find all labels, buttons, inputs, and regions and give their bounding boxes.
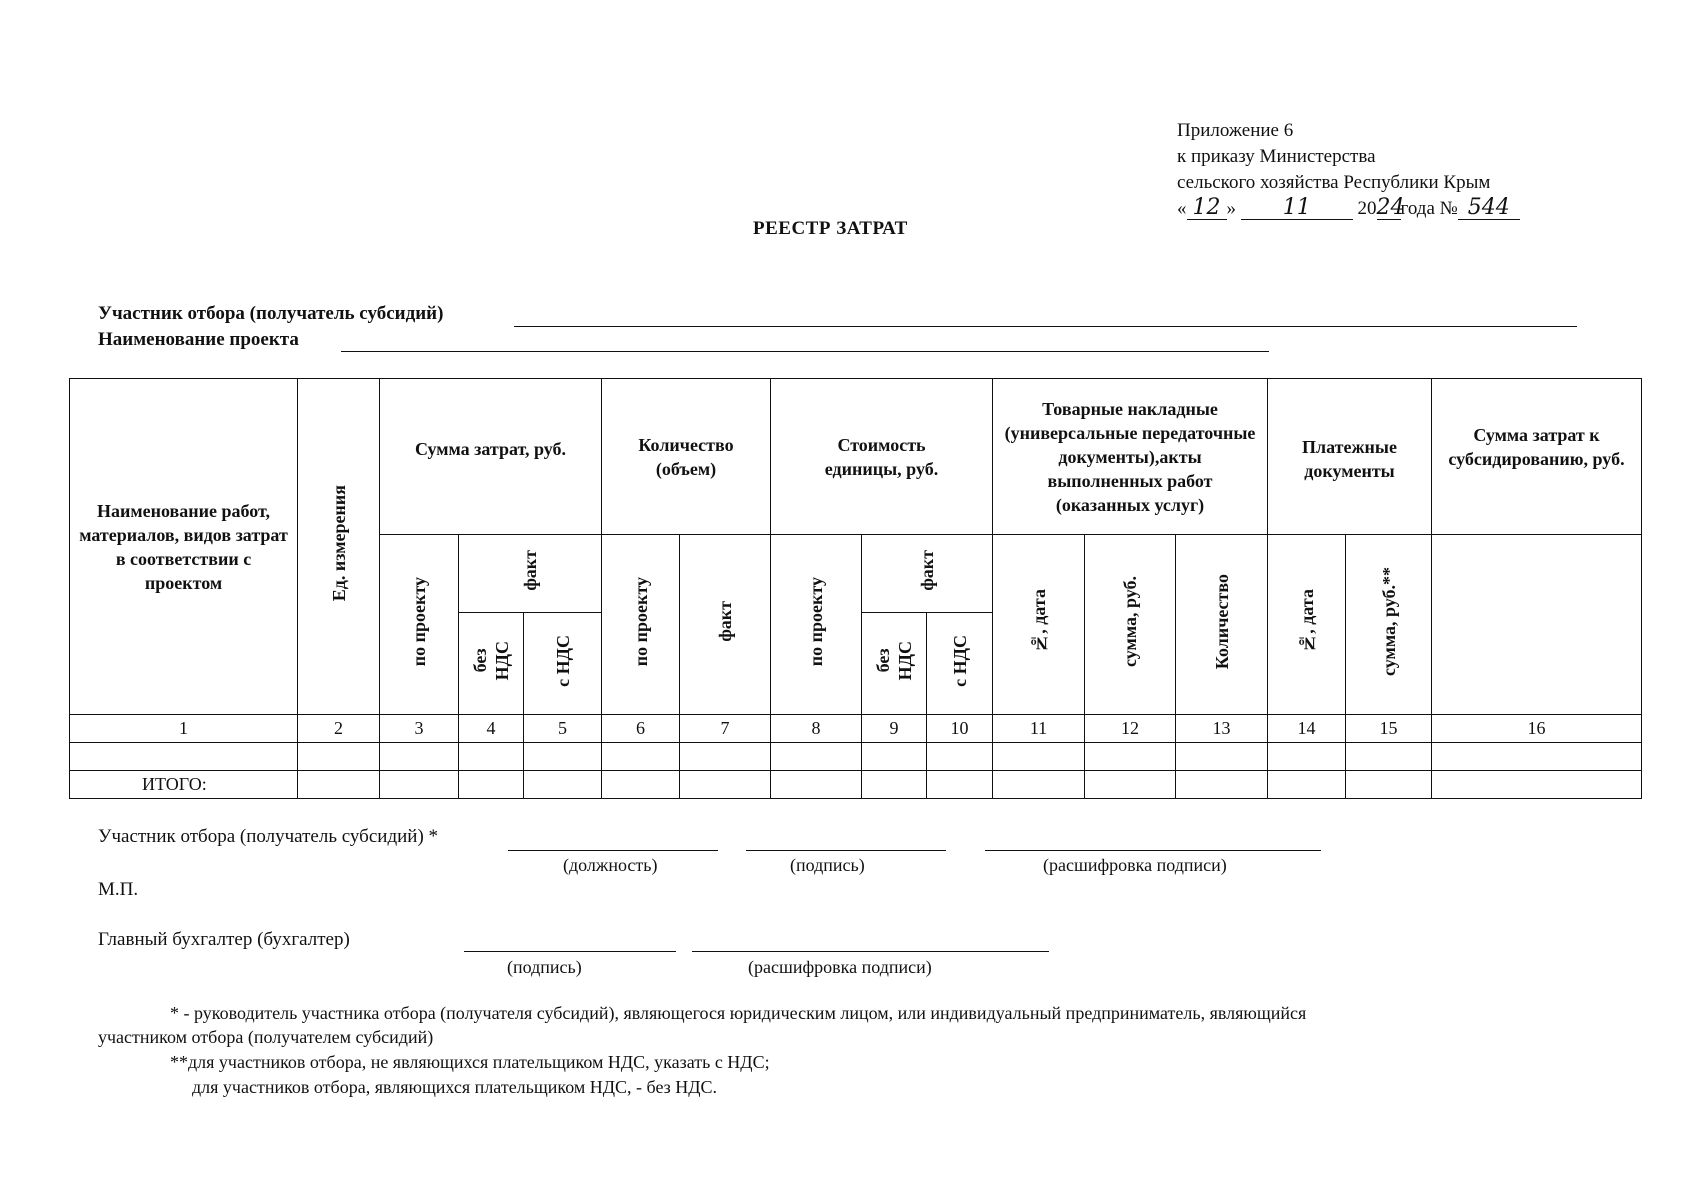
invoice-quantity: Количество [1176, 535, 1268, 715]
position-line[interactable] [508, 850, 718, 851]
col-num: 7 [680, 715, 771, 743]
table-cell[interactable] [298, 743, 380, 771]
table-cell[interactable] [1432, 743, 1642, 771]
sum-by-project: по проекту [380, 535, 459, 715]
col-num: 10 [927, 715, 993, 743]
accountant-signature-caption: (подпись) [507, 957, 582, 977]
table-cell[interactable] [993, 743, 1085, 771]
col-num: 15 [1346, 715, 1432, 743]
footnote-1: * - руководитель участника отбора (получателя субсидий), являющегося юридическим лицом, или индивидуальный предприниматель, являющийся [170, 1003, 1307, 1023]
table-cell[interactable] [1085, 771, 1176, 799]
table-cell[interactable] [862, 743, 927, 771]
col-num: 2 [298, 715, 380, 743]
appendix-date-line: « 12 » 11 2024года № 544 [1177, 196, 1520, 222]
header-quantity: Количество (объем) [602, 379, 771, 535]
participant-signature-label: Участник отбора (получатель субсидий) * [98, 826, 439, 847]
table-cell[interactable] [993, 771, 1085, 799]
invoice-no-date: №, дата [993, 535, 1085, 715]
decoding-caption: (расшифровка подписи) [1043, 855, 1227, 875]
total-label: ИТОГО: [70, 771, 298, 799]
sum-fact: факт [459, 535, 602, 613]
participant-field-line[interactable] [514, 326, 1577, 327]
accountant-decoding-line[interactable] [692, 951, 1049, 952]
table-cell[interactable] [680, 743, 771, 771]
table-cell[interactable] [1268, 743, 1346, 771]
project-field-line[interactable] [341, 351, 1269, 352]
project-label: Наименование проекта [98, 329, 299, 350]
col-num: 11 [993, 715, 1085, 743]
header-unit-cost: Стоимость единицы, руб. [771, 379, 993, 535]
document-title: РЕЕСТР ЗАТРАТ [753, 218, 908, 239]
cost-by-project: по проекту [771, 535, 862, 715]
footnote-2: **для участников отбора, не являющихся плательщиком НДС, указать с НДС; [170, 1052, 770, 1072]
registry-table [69, 378, 1642, 799]
col-num: 1 [70, 715, 298, 743]
col-num: 16 [1432, 715, 1642, 743]
header-sum: Сумма затрат, руб. [380, 379, 602, 535]
cost-fact-no-vat: без НДС [862, 613, 927, 715]
table-cell[interactable] [70, 743, 298, 771]
payment-sum: сумма, руб.** [1346, 535, 1432, 715]
position-caption: (должность) [563, 855, 658, 875]
table-cell[interactable] [1346, 771, 1432, 799]
appendix-month: 11 [1241, 197, 1353, 220]
appendix-line-3: сельского хозяйства Республики Крым [1177, 172, 1491, 193]
col-num: 13 [1176, 715, 1268, 743]
header-invoices: Товарные накладные (универсальные передаточные документы),акты выполненных работ (оказанных услуг) [993, 379, 1268, 535]
table-cell[interactable] [1346, 743, 1432, 771]
table-cell[interactable] [771, 771, 862, 799]
cost-fact-with-vat: с НДС [927, 613, 993, 715]
appendix-line-1: Приложение 6 [1177, 120, 1294, 141]
appendix-number: 544 [1458, 197, 1520, 220]
table-cell[interactable] [524, 743, 602, 771]
col-num: 3 [380, 715, 459, 743]
appendix-year: 24 [1376, 195, 1405, 220]
participant-label: Участник отбора (получатель субсидий) [98, 303, 444, 324]
col-num: 8 [771, 715, 862, 743]
cost-fact: факт [862, 535, 993, 613]
table-cell[interactable] [1176, 743, 1268, 771]
table-cell[interactable] [1085, 743, 1176, 771]
table-cell[interactable] [1268, 771, 1346, 799]
subsidy-blank [1432, 535, 1642, 715]
table-cell[interactable] [602, 743, 680, 771]
sum-fact-no-vat: без НДС [459, 613, 524, 715]
col-num: 6 [602, 715, 680, 743]
signature-line[interactable] [746, 850, 946, 851]
payment-no-date: №, дата [1268, 535, 1346, 715]
footnote-2-continued: для участников отбора, являющихся плательщиком НДС, - без НДС. [192, 1077, 718, 1097]
accountant-signature-line[interactable] [464, 951, 676, 952]
col-num: 14 [1268, 715, 1346, 743]
table-cell[interactable] [1432, 771, 1642, 799]
col-num: 5 [524, 715, 602, 743]
col-num: 9 [862, 715, 927, 743]
table-cell[interactable] [459, 743, 524, 771]
table-cell[interactable] [927, 743, 993, 771]
appendix-block [1177, 118, 1520, 222]
table-cell[interactable] [380, 743, 459, 771]
table-cell[interactable] [602, 771, 680, 799]
header-payments: Платежные документы [1268, 379, 1432, 535]
header-subsidy: Сумма затрат к субсидированию, руб. [1432, 379, 1642, 535]
col-num: 4 [459, 715, 524, 743]
signature-caption: (подпись) [790, 855, 865, 875]
stamp-label: М.П. [98, 879, 139, 900]
sum-fact-with-vat: с НДС [524, 613, 602, 715]
appendix-day: 12 [1187, 197, 1227, 220]
column-numbers-row [70, 715, 1642, 743]
table-cell[interactable] [771, 743, 862, 771]
table-row[interactable] [70, 743, 1642, 771]
accountant-label: Главный бухгалтер (бухгалтер) [98, 929, 350, 950]
header-name: Наименование работ, материалов, видов затрат в соответствии с проектом [70, 379, 298, 715]
appendix-line-2: к приказу Министерства [1177, 146, 1376, 167]
table-cell[interactable] [1176, 771, 1268, 799]
accountant-decoding-caption: (расшифровка подписи) [748, 957, 932, 977]
table-cell[interactable] [927, 771, 993, 799]
footnote-1-continued: участником отбора (получателем субсидий) [98, 1027, 434, 1047]
total-row[interactable] [70, 771, 1642, 799]
invoice-sum: сумма, руб. [1085, 535, 1176, 715]
table-cell[interactable] [459, 771, 524, 799]
decoding-line[interactable] [985, 850, 1321, 851]
table-cell[interactable] [862, 771, 927, 799]
qty-by-project: по проекту [602, 535, 680, 715]
table-cell[interactable] [380, 771, 459, 799]
table-cell[interactable] [680, 771, 771, 799]
table-cell[interactable] [298, 771, 380, 799]
qty-fact: факт [680, 535, 771, 715]
header-unit: Ед. измерения [298, 379, 380, 715]
table-cell[interactable] [524, 771, 602, 799]
col-num: 12 [1085, 715, 1176, 743]
